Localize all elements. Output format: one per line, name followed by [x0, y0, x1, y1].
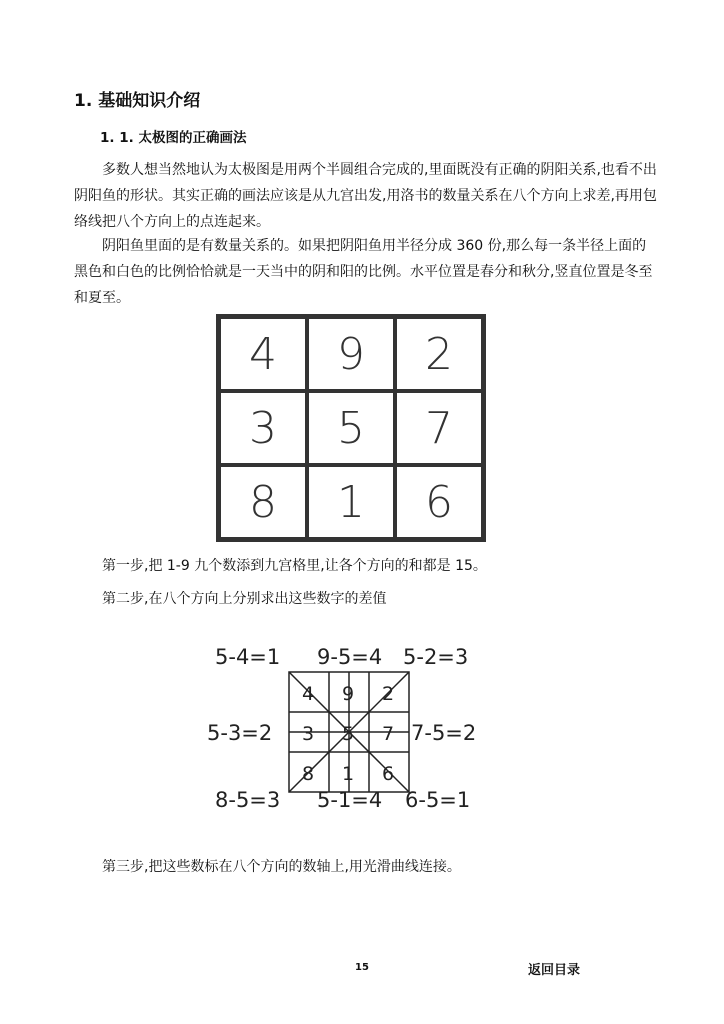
grid-cell: 6 [395, 465, 483, 539]
diagram-digit: 3 [302, 723, 315, 745]
grid-cell: 7 [395, 391, 483, 465]
diff-top-right: 5-2=3 [403, 645, 469, 669]
step-1-text: 第一步,把 1-9 九个数添到九宫格里,让各个方向的和都是 15。 [102, 558, 487, 574]
grid-cell: 5 [307, 391, 395, 465]
paragraph-2: 阴阳鱼里面的是有数量关系的。如果把阴阳鱼用半径分成 360 份,那么每一条半径上面的黑色和白色的比例恰恰就是一天当中的阴和阳的比例。水平位置是春分和秋分,竖直位置是冬至和夏至。 [74, 238, 653, 306]
lo-shu-grid [216, 314, 486, 542]
diagram-digit: 6 [382, 763, 395, 785]
page-number: 15 [355, 962, 369, 973]
grid-cell: 8 [219, 465, 307, 539]
grid-cell: 4 [219, 317, 307, 391]
paragraph-1: 多数人想当然地认为太极图是用两个半圆组合完成的,里面既没有正确的阴阳关系,也看不出阴阳鱼的形状。其实正确的画法应该是从九宫出发,用洛书的数量关系在八个方向上求差,再用包络线把八个方向上的点连起来。 [74, 162, 657, 230]
back-to-contents-link[interactable]: 返回目录 [528, 963, 581, 978]
diagram-digit: 8 [302, 763, 315, 785]
diagram-digit: 5 [342, 723, 355, 745]
diff-middle-right: 7-5=2 [411, 721, 477, 745]
diagram-digit: 2 [382, 683, 395, 705]
diagram-digit: 9 [342, 683, 355, 705]
subsection-heading: 1. 1. 太极图的正确画法 [100, 130, 247, 146]
diagram-digit: 7 [382, 723, 395, 745]
diff-bottom-left: 8-5=3 [215, 788, 281, 810]
diff-top-left: 5-4=1 [215, 645, 281, 669]
section-heading: 1. 基础知识介绍 [74, 91, 201, 111]
diff-middle-left: 5-3=2 [207, 721, 273, 745]
diff-bottom-center: 5-1=4 [317, 788, 383, 810]
diagram-digit: 4 [302, 683, 315, 705]
diff-bottom-right: 6-5=1 [405, 788, 471, 810]
diagram-digit: 1 [342, 763, 355, 785]
grid-cell: 9 [307, 317, 395, 391]
grid-cell: 3 [219, 391, 307, 465]
step-3-text: 第三步,把这些数标在八个方向的数轴上,用光滑曲线连接。 [102, 859, 461, 875]
diff-top-center: 9-5=4 [317, 645, 383, 669]
difference-diagram [205, 640, 495, 810]
step-2-text: 第二步,在八个方向上分别求出这些数字的差值 [102, 591, 387, 607]
grid-cell: 1 [307, 465, 395, 539]
grid-cell: 2 [395, 317, 483, 391]
